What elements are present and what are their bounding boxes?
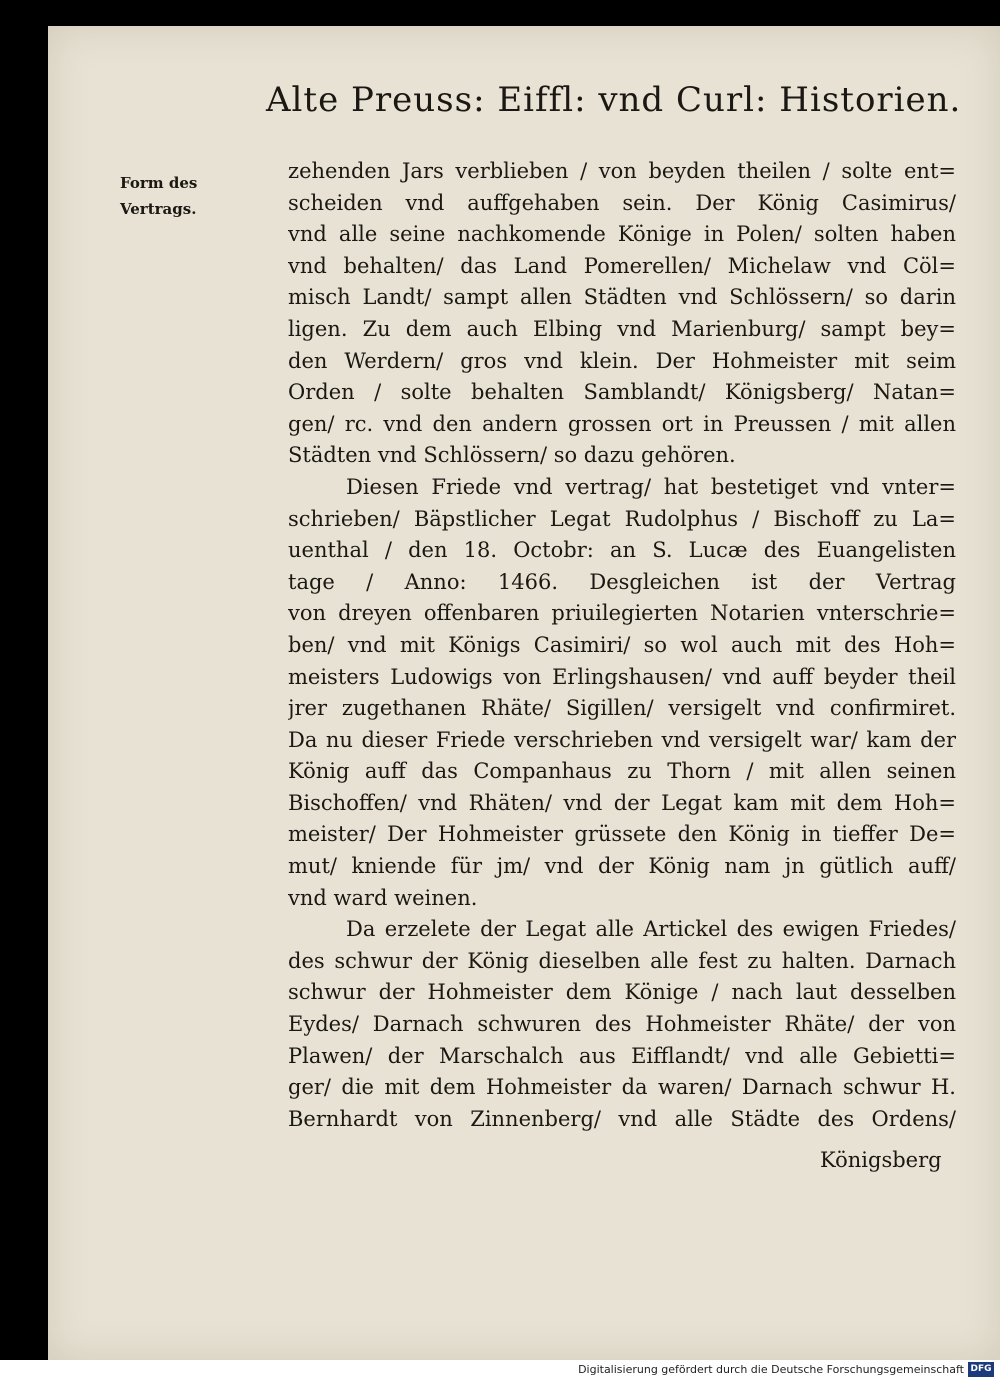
- margin-note: [120, 170, 280, 222]
- text-line: den Werdern/ gros vnd klein. Der Hohmeister mit seim: [288, 348, 956, 373]
- text-line: Eydes/ Darnach schwuren des Hohmeister Rhäte/ der von: [288, 1012, 956, 1037]
- text-line: tage / Anno: 1466. Desgleichen ist der Vertrag: [288, 569, 956, 594]
- text-line: Bernhardt von Zinnenberg/ vnd alle Städte des Ordens/: [288, 1106, 956, 1131]
- text-line: vnd behalten/ das Land Pomerellen/ Michelaw vnd Cöl=: [288, 253, 956, 278]
- text-line: ben/ vnd mit Königs Casimiri/ so wol auch mit des Hoh=: [288, 632, 956, 657]
- text-line: Plawen/ der Marschalch aus Eifflandt/ vnd alle Gebietti=: [288, 1043, 956, 1068]
- text-line: schwur der Hohmeister dem Könige / nach laut desselben: [288, 980, 956, 1005]
- text-line: Bischoffen/ vnd Rhäten/ vnd der Legat kam mit dem Hoh=: [288, 790, 956, 815]
- text-line: vnd ward weinen.: [288, 885, 478, 910]
- text-line: vnd alle seine nachkomende Könige in Polen/ solten haben: [288, 222, 956, 247]
- text-line: Diesen Friede vnd vertrag/ hat bestetiget vnd vnter=: [346, 474, 956, 499]
- text-line: von dreyen offenbaren priuilegierten Notarien vnterschrie=: [288, 601, 956, 626]
- text-line: ger/ die mit dem Hohmeister da waren/ Darnach schwur H.: [288, 1075, 956, 1100]
- text-line: des schwur der König dieselben alle fest zu halten. Darnach: [288, 948, 956, 973]
- body-text: [288, 156, 956, 1135]
- funding-notice: Digitalisierung gefördert durch die Deutsche Forschungsgemeinschaft: [578, 1363, 964, 1376]
- text-line: misch Landt/ sampt allen Städten vnd Schlössern/ so darin: [288, 285, 956, 310]
- text-line: zehenden Jars verblieben / von beyden theilen / solte ent=: [288, 159, 956, 183]
- text-line: ligen. Zu dem auch Elbing vnd Marienburg/ sampt bey=: [288, 316, 956, 341]
- text-line: schrieben/ Bäpstlicher Legat Rudolphus / Bischoff zu La=: [288, 506, 956, 531]
- dfg-logo-icon: DFG: [968, 1362, 994, 1377]
- text-line: jrer zugethanen Rhäte/ Sigillen/ versigelt vnd confirmiret.: [288, 696, 956, 721]
- text-line: Orden / solte behalten Samblandt/ Königsberg/ Natan=: [288, 380, 956, 405]
- text-line: mut/ kniende für jm/ vnd der König nam jn gütlich auff/: [288, 854, 956, 879]
- footer-bar: [0, 1360, 1000, 1380]
- text-line: Da nu dieser Friede verschrieben vnd versigelt war/ kam der: [288, 727, 956, 752]
- text-line: meister/ Der Hohmeister grüssete den König in tieffer De=: [288, 822, 956, 847]
- text-line: meisters Ludowigs von Erlingshausen/ vnd auff beyder theil: [288, 664, 956, 689]
- margin-note-line: Form des: [120, 174, 198, 192]
- text-line: König auff das Companhaus zu Thorn / mit allen seinen: [288, 759, 956, 784]
- running-header: Alte Preuss: Eiffl: vnd Curl: Historien.: [266, 80, 962, 120]
- catchword: Königsberg: [820, 1148, 942, 1172]
- text-line: Städten vnd Schlössern/ so dazu gehören.: [288, 443, 736, 468]
- text-line: scheiden vnd auffgehaben sein. Der König Casimirus/: [288, 190, 956, 215]
- text-line: uenthal / den 18. Octobr: an S. Lucæ des Euangelisten: [288, 538, 956, 563]
- text-line: Da erzelete der Legat alle Artickel des ewigen Friedes/: [346, 917, 956, 942]
- margin-note-line: Vertrags.: [120, 200, 197, 218]
- text-line: gen/ rc. vnd den andern grossen ort in Preussen / mit allen: [288, 411, 956, 436]
